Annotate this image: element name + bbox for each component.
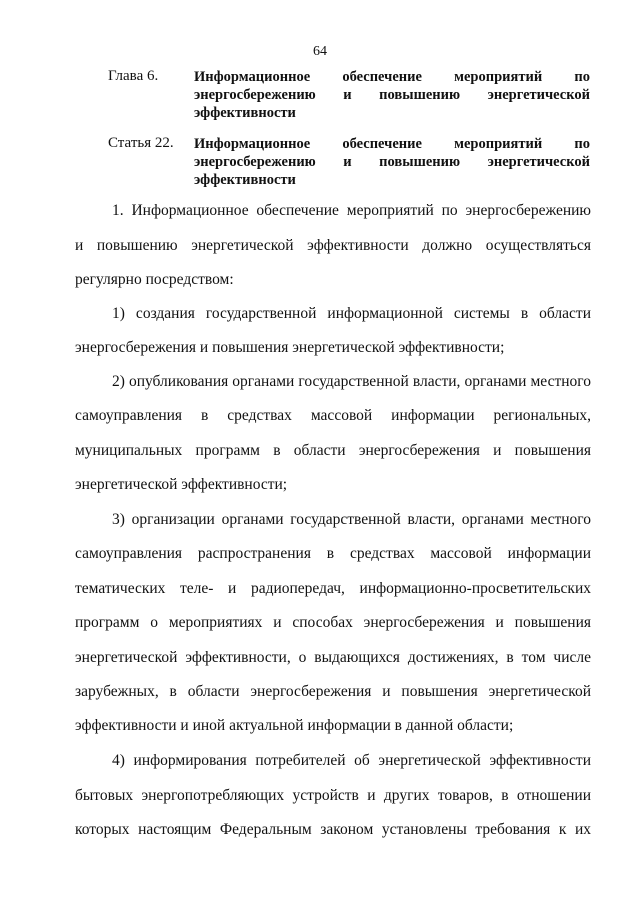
list-item-1-line: энергосбережения и повышения энергетической эффективности; [75,339,505,356]
page-number: 64 [313,44,327,59]
list-item-4-line: которых настоящим Федеральным законом установлены требования к их [75,821,591,838]
list-item-4-line: бытовых энергопотребляющих устройств и других товаров, в отношении [75,787,591,804]
list-item-2-line: самоуправления в средствах массовой информации региональных, [75,407,591,424]
list-item-3-line: тематических теле- и радиопередач, информационно-просветительских [75,580,591,597]
list-item-2-line: энергетической эффективности; [75,476,288,493]
list-item-3-line: энергетической эффективности, о выдающихся достижениях, в том числе [75,649,591,666]
list-item-2-line: 2) опубликования органами государственной власти, органами местного [112,373,591,390]
list-item-4-line: 4) информирования потребителей об энергетической эффективности [112,752,591,769]
list-item-1-line: 1) создания государственной информационной системы в области [112,305,591,322]
article-label: Статья 22. [108,135,174,151]
list-item-3-line: эффективности и иной актуальной информации в данной области; [75,717,514,734]
article-title: Информационное обеспечение мероприятий по энергосбережению и повышению энергетической эффективности [194,136,590,188]
list-item-3-line: самоуправления распространения в средствах массовой информации [75,545,591,562]
paragraph-line: регулярно посредством: [75,271,234,288]
list-item-3-line: зарубежных, в области энергосбережения и повышения энергетической [75,683,591,700]
paragraph-line: и повышению энергетической эффективности должно осуществляться [75,237,591,254]
chapter-label: Глава 6. [108,68,159,84]
chapter-title: Информационное обеспечение мероприятий по энергосбережению и повышению энергетической эффективности [194,69,590,121]
paragraph-line: 1. Информационное обеспечение мероприятий по энергосбережению [112,202,591,219]
list-item-2-line: муниципальных программ в области энергосбережения и повышения [75,442,591,459]
list-item-3-line: программ о мероприятиях и способах энергосбережения и повышения [75,614,591,631]
list-item-3-line: 3) организации органами государственной власти, органами местного [112,511,591,528]
